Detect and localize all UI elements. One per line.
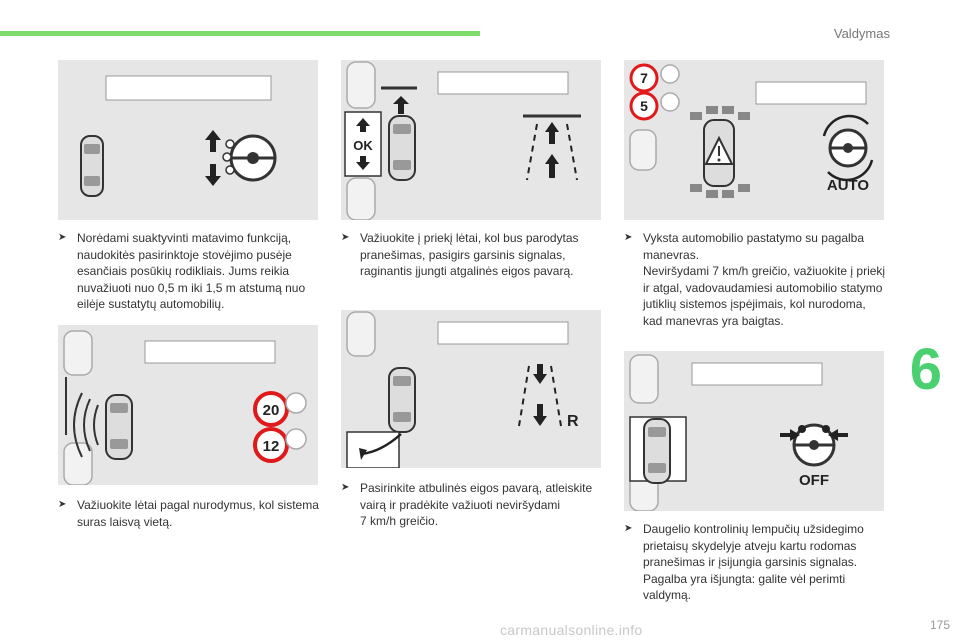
instruction-drive-forward [341,230,603,280]
instruction-text: Vyksta automobilio pastatymo su pagalba manevras. Neviršydami 7 km/h greičio, važiuokite į priekį ir atgal, vadovaudamiesi automobilio statymo jutiklių sistemos įspėjimais, kol nurodoma, kad manevras yra baigtas. [643,231,886,328]
instruction-text: Daugelio kontrolinių lempučių užsidegimo prietaisų skydelyje atveju kartu rodomas pranešimas ir įsijungia garsinis signalas. Pagalba yra išjungta: galite vėl perimti valdymą. [643,522,864,602]
arrow-bullet-icon: ➤ [624,523,633,534]
chapter-number: 6 [909,337,942,402]
watermark: carmanualsonline.info [500,622,643,638]
illustration-drive-slow [58,325,318,485]
speed-limit-value: 7 [640,70,648,86]
instruction-reverse [341,480,603,530]
illustration-reverse [341,310,601,468]
illustration-auto-park [624,60,884,220]
instruction-text: Pasirinkite atbulinės eigos pavarą, atleiskite vairą ir pradėkite važiuoti neviršydami 7 km/h greičio. [360,481,593,528]
steering-wheel-icon [231,136,275,180]
car-icon [389,116,415,180]
instruction-activate [58,230,320,313]
speed-limit-value: 5 [640,98,648,114]
speed-limit-value: 12 [262,438,280,455]
instruction-off [624,521,886,604]
reverse-path-icon [519,364,561,426]
turn-arrows-icon [205,130,221,186]
steering-wheel-icon [661,65,679,111]
illustration-off [624,351,884,511]
speed-limit-value: 20 [262,402,280,419]
page-number: 175 [929,618,950,632]
arrow-bullet-icon: ➤ [624,232,633,243]
arrow-bullet-icon: ➤ [341,482,350,493]
instruction-drive-slow [58,497,320,530]
instruction-text: Važiuokite lėtai pagal nurodymus, kol sistema suras laisvą vietą. [77,498,319,529]
arrow-bullet-icon: ➤ [341,232,350,243]
section-title: Valdymas [833,26,890,41]
car-icon [389,368,415,432]
illustration-activate [58,60,318,220]
speed-sign-icon [255,393,287,461]
arrow-bullet-icon: ➤ [58,232,67,243]
steering-wheel-icon [286,393,306,449]
steering-wheel-icon [830,130,866,166]
header-accent-bar [0,31,480,36]
reverse-gear-label: R [567,413,579,430]
illustration-drive-forward [341,60,601,220]
ok-label: OK [353,138,373,153]
arrow-bullet-icon: ➤ [58,499,67,510]
off-mode-label: OFF [799,472,829,489]
car-icon [106,395,132,459]
car-icon [81,136,103,196]
auto-mode-label: AUTO [826,177,870,194]
car-icon [644,419,670,483]
speed-sign-icon [631,65,657,119]
instruction-text: Norėdami suaktyvinti matavimo funkciją, naudokitės pasirinktoje stovėjimo pusėje esančiais posūkių rodikliais. Jums reikia nuvažiuoti nuo 0,5 m iki 1,5 m atstumą nuo eilėje sustatytų automobilių. [77,231,306,311]
instruction-auto-park [624,230,886,329]
reverse-path-icon [527,122,577,180]
instruction-text: Važiuokite į priekį lėtai, kol bus parodytas pranešimas, pasigirs garsinis signalas, raginantis įjungti atgalinės eigos pavarą. [360,231,579,278]
